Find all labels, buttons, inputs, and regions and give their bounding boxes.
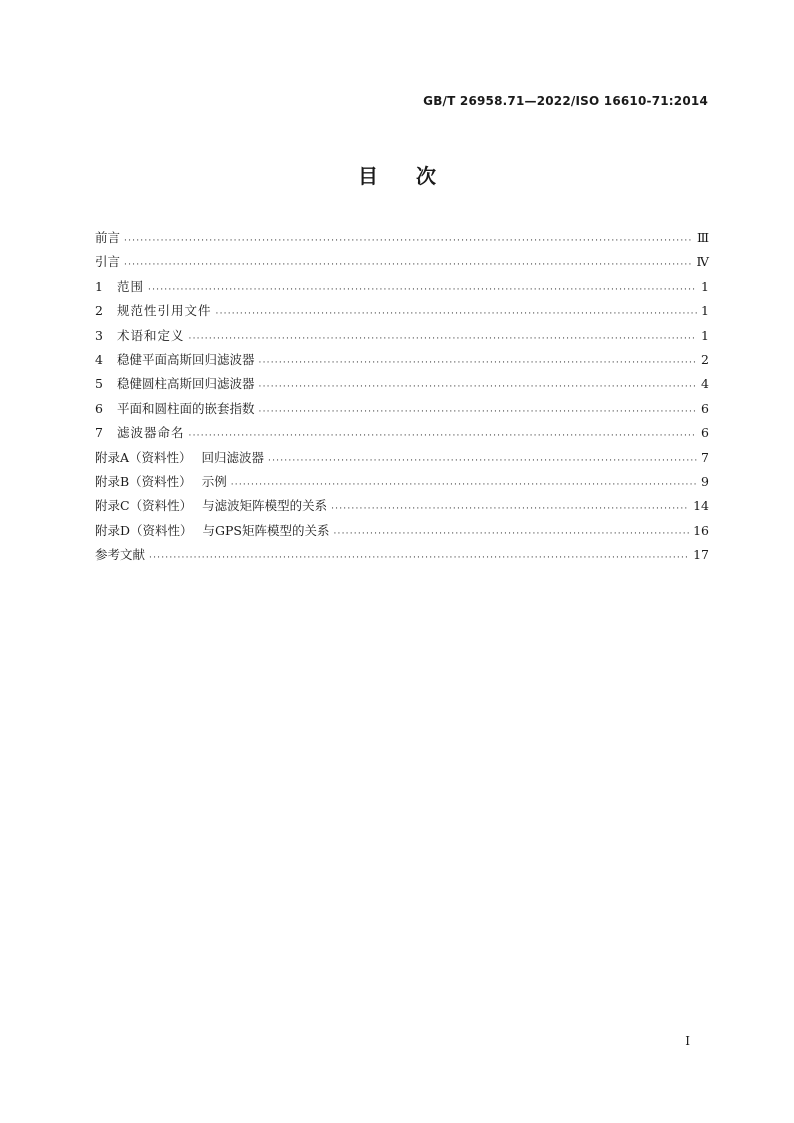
- toc-entry-label: 稳健圆柱高斯回归滤波器: [117, 376, 255, 392]
- toc-entry-annex-c[interactable]: [95, 496, 709, 520]
- toc-entry-foreword[interactable]: [95, 228, 709, 252]
- toc-entry-annex-b[interactable]: [95, 472, 709, 496]
- document-code: GB/T 26958.71—2022/ISO 16610-71:2014: [423, 94, 708, 108]
- toc-entry-number: 5: [95, 376, 103, 392]
- toc-entry-page: Ⅳ: [696, 254, 709, 270]
- toc-entry-section-5[interactable]: [95, 374, 709, 398]
- toc-entry-section-3[interactable]: [95, 326, 709, 350]
- toc-entry-label: 规范性引用文件: [117, 303, 212, 319]
- toc-entry-label: 引言: [95, 254, 121, 270]
- toc-entry-section-7[interactable]: [95, 423, 709, 447]
- toc-entry-page: 4: [701, 376, 709, 392]
- toc-entry-section-1[interactable]: [95, 277, 709, 301]
- toc-entry-label: 稳健平面高斯回归滤波器: [117, 351, 255, 367]
- toc-entry-page: 7: [701, 449, 709, 465]
- toc-leader-dots: [231, 475, 697, 489]
- toc-entry-page: 14: [693, 498, 709, 514]
- toc-entry-number: 7: [95, 425, 103, 441]
- toc-entry-bibliography[interactable]: [95, 545, 709, 569]
- toc-leader-dots: [334, 524, 690, 538]
- page-number: I: [685, 1034, 690, 1048]
- toc-leader-dots: [149, 548, 689, 562]
- toc-entry-number: 3: [95, 327, 103, 343]
- toc-leader-dots: [189, 329, 697, 343]
- annex-label: 附录C（资料性）: [95, 498, 193, 514]
- toc-entry-annex-d[interactable]: [95, 521, 709, 545]
- toc-entry-label: [95, 472, 231, 490]
- toc-entry-page: 1: [701, 278, 709, 294]
- page-title: 目次: [358, 164, 474, 188]
- toc-entry-page: 1: [701, 327, 709, 343]
- annex-subtitle: 回归滤波器: [201, 449, 265, 465]
- toc-entry-number: 4: [95, 351, 103, 367]
- toc-entry-page: 16: [693, 522, 709, 538]
- annex-subtitle: 与滤波矩阵模型的关系: [202, 498, 328, 514]
- toc-leader-dots: [259, 377, 697, 391]
- table-of-contents: [95, 228, 709, 569]
- toc-entry-page: 6: [701, 425, 709, 441]
- toc-entry-section-2[interactable]: [95, 301, 709, 325]
- toc-leader-dots: [268, 451, 697, 465]
- toc-entry-number: 1: [95, 278, 103, 294]
- annex-subtitle: 与GPS矩阵模型的关系: [202, 522, 330, 538]
- toc-entry-annex-a[interactable]: [95, 448, 709, 472]
- toc-entry-label: 平面和圆柱面的嵌套指数: [117, 400, 255, 416]
- annex-label: 附录B（资料性）: [95, 473, 192, 489]
- toc-entry-section-4[interactable]: [95, 350, 709, 374]
- toc-leader-dots: [124, 231, 693, 245]
- toc-entry-page: 17: [693, 547, 709, 563]
- toc-entry-page: Ⅲ: [696, 230, 709, 245]
- toc-leader-dots: [331, 499, 689, 513]
- toc-entry-number: 2: [95, 303, 103, 319]
- toc-leader-dots: [189, 426, 697, 440]
- toc-entry-page: 2: [701, 351, 709, 367]
- toc-entry-label: 范围: [117, 278, 145, 294]
- toc-leader-dots: [259, 353, 697, 367]
- toc-leader-dots: [216, 304, 697, 318]
- toc-entry-introduction[interactable]: [95, 252, 709, 276]
- toc-entry-label: 前言: [95, 230, 121, 245]
- annex-subtitle: 示例: [201, 473, 227, 489]
- toc-leader-dots: [148, 280, 697, 294]
- toc-entry-page: 6: [701, 400, 709, 416]
- toc-entry-label: 参考文献: [95, 547, 146, 563]
- toc-entry-label: [95, 496, 331, 514]
- toc-entry-page: 9: [701, 473, 709, 489]
- toc-entry-page: 1: [701, 303, 709, 319]
- toc-entry-label: [95, 448, 268, 466]
- toc-entry-label: 术语和定义: [117, 327, 185, 343]
- toc-leader-dots: [124, 255, 692, 269]
- toc-leader-dots: [259, 402, 697, 416]
- annex-label: 附录D（资料性）: [95, 522, 193, 538]
- annex-label: 附录A（资料性）: [95, 449, 192, 465]
- toc-entry-section-6[interactable]: [95, 399, 709, 423]
- toc-entry-label: 滤波器命名: [117, 425, 185, 441]
- toc-entry-label: [95, 521, 334, 539]
- toc-entry-number: 6: [95, 400, 103, 416]
